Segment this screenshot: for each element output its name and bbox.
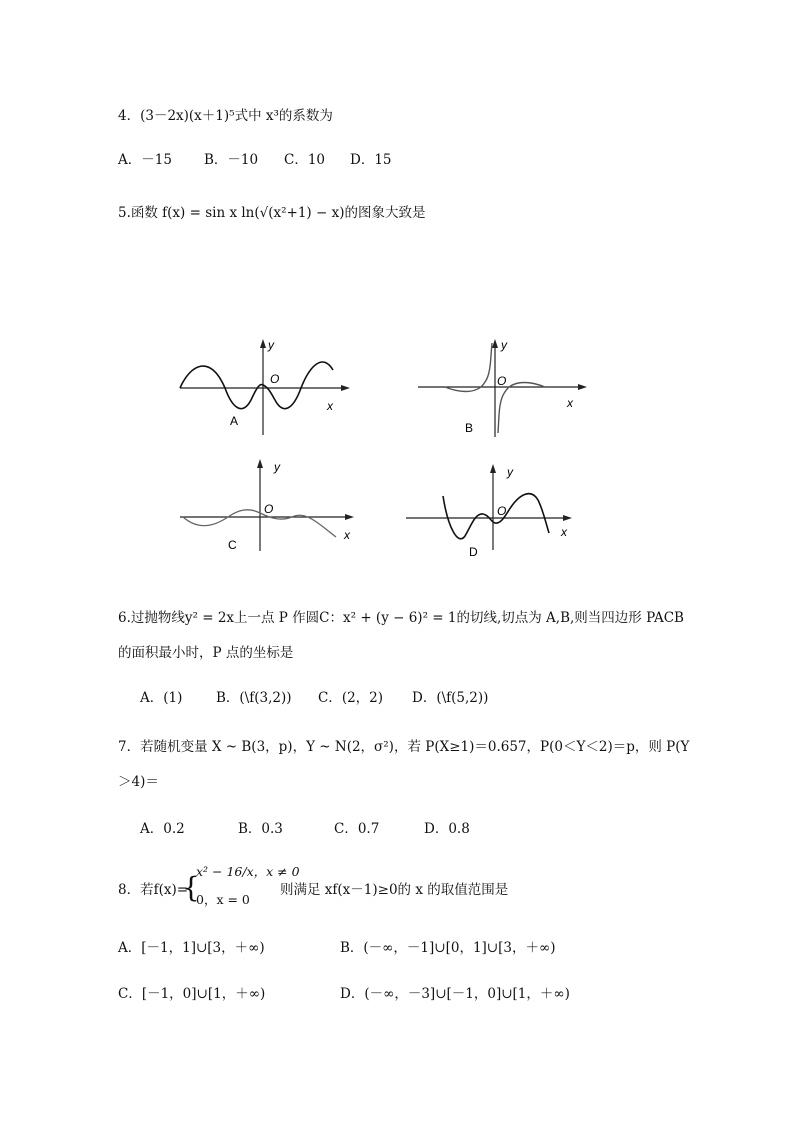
q8-options-row2 (118, 982, 570, 1002)
q7-stem-line1: 7．若随机变量 X ~ B(3，p)，Y ~ N(2，σ²)，若 P(X≥1)＝0.657，P(0＜Y＜2)＝p，则 P(Y (118, 739, 690, 755)
graph-c-y-arrow (257, 459, 263, 468)
graph-d-origin: O (497, 504, 507, 518)
q7-options (140, 817, 470, 837)
q7-option-d: D．0.8 (424, 821, 470, 837)
q6-option-c: C．(2，2) (318, 690, 384, 706)
q4-stem: 4．(3－2x)(x＋1)⁵式中 x³的系数为 (118, 108, 333, 124)
graph-b-curve-right (498, 383, 545, 434)
q8-stem-prefix: 8．若f(x)= (118, 882, 189, 898)
graph-a-label: A (230, 414, 239, 428)
q7-option-a: A．0.2 (140, 821, 185, 837)
graph-b-y-label: y (501, 338, 507, 352)
graph-d-curve (443, 494, 549, 539)
graph-b-curve-left (445, 343, 492, 392)
q5-stem: 5.函数 f(x) = sin x ln(√(x²+1) − x)的图象大致是 (118, 205, 426, 221)
graph-d-x-label: x (561, 525, 567, 539)
graph-b (415, 335, 600, 440)
graph-c-x-label: x (344, 528, 350, 542)
q4-option-c: C．10 (284, 152, 326, 168)
graph-b-x-arrow (578, 384, 587, 390)
graph-a-x-label: x (327, 399, 333, 413)
graph-d-y-label: y (507, 465, 513, 479)
q6-stem-line2: 的面积最小时，P 点的坐标是 (118, 645, 294, 661)
q8-option-a: A．[－1，1]∪[3，＋∞) (118, 940, 265, 956)
q6-options (140, 686, 488, 706)
q8-option-d: D．(－∞，－3]∪[－1，0]∪[1，＋∞) (340, 986, 570, 1002)
q7-option-b: B．0.3 (238, 821, 283, 837)
q7-option-c: C．0.7 (334, 821, 380, 837)
graph-c (178, 455, 363, 555)
graph-c-x-arrow (345, 514, 354, 520)
graph-d-x-arrow (563, 515, 572, 521)
graph-a-origin: O (270, 372, 280, 386)
graph-c-origin: O (264, 502, 274, 516)
graph-d (403, 458, 588, 558)
q4-option-b: B．－10 (204, 152, 259, 168)
q8-option-b: B．(－∞，－1]∪[0，1]∪[3，＋∞) (340, 940, 556, 956)
q8-stem-suffix: 则满足 xf(x－1)≥0的 x 的取值范围是 (280, 882, 509, 898)
q8-brace: { (182, 871, 200, 904)
q8-piece1: x² − 16/x，x ≠ 0 (196, 864, 300, 879)
q6-stem-line1: 6.过抛物线y² = 2x上一点 P 作圆C：x² + (y − 6)² = 1的切线,切点为 A,B,则当四边形 PACB (118, 610, 684, 626)
graph-a-y-arrow (260, 339, 266, 348)
q8-option-c: C．[－1，0]∪[1，＋∞) (118, 986, 266, 1002)
graph-c-y-label: y (274, 460, 280, 474)
graph-c-label: C (228, 538, 237, 552)
graph-b-y-arrow (492, 339, 498, 348)
q8-piece2: 0，x = 0 (196, 892, 250, 907)
graph-d-label: D (469, 545, 478, 558)
q4-option-d: D．15 (350, 152, 392, 168)
graph-b-origin: O (497, 374, 507, 388)
q4-options (118, 148, 392, 168)
q8-options-row1 (118, 936, 556, 956)
q7-stem-line2: ＞4)＝ (118, 774, 159, 790)
graph-b-x-label: x (567, 396, 573, 410)
graph-a-x-arrow (341, 385, 350, 391)
graph-a-y-label: y (268, 338, 274, 352)
q6-option-b: B．(\f(3,2)) (216, 690, 292, 706)
graph-d-y-arrow (490, 464, 496, 473)
q4-option-a: A．－15 (118, 152, 172, 168)
q6-option-a: A．(1) (140, 690, 183, 706)
graph-a-curve (180, 362, 333, 409)
graph-b-label: B (465, 421, 474, 435)
q6-option-d: D．(\f(5,2)) (412, 690, 489, 706)
graph-a (175, 335, 360, 440)
